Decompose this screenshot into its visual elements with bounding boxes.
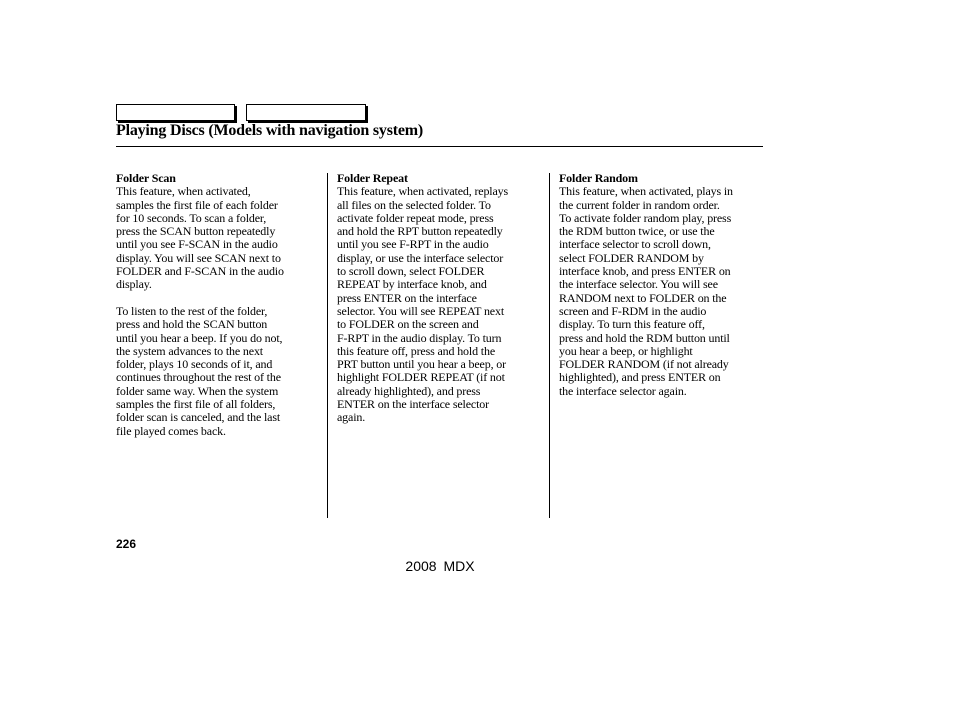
column-divider [327,173,328,518]
section-folder-repeat [337,172,542,425]
title-divider [116,146,763,147]
folder-scan-paragraph-1: This feature, when activated, samples the first file of each folder for 10 seconds. To scan a folder, press the SCAN button repeatedly until you see F-SCAN in the audio display. You will see SCAN next to FOLDER and F-SCAN in the audio display. [116,184,284,292]
page-title: Playing Discs (Models with navigation system) [116,122,424,139]
column-divider [549,173,550,518]
section-folder-scan [116,172,321,438]
section-heading-folder-random: Folder Random [559,171,638,185]
folder-scan-paragraph-2: To listen to the rest of the folder, press and hold the SCAN button until you hear a beep. If you do not, the system advances to the next folder, plays 10 seconds of it, and continues throughout the rest of the folder same way. When the system samples the first file of all folders, folder scan is canceled, and the last file played comes back. [116,303,283,438]
section-heading-folder-scan: Folder Scan [116,171,176,185]
nav-tab-main-menu[interactable] [116,104,235,121]
section-heading-folder-repeat: Folder Repeat [337,171,408,185]
folder-random-paragraph-1: This feature, when activated, plays in the current folder in random order. To activate folder random play, press the RDM button twice, or use the interface selector to scroll down, select FOLDER RANDOM by interface knob, and press ENTER on the interface selector. You will see RANDOM next to FOLDER on the screen and F-RDM in the audio display. To turn this feature off, press and hold the RDM button until you hear a beep, or highlight FOLDER RANDOM (if not already highlighted), and press ENTER on the interface selector again. [559,184,733,398]
nav-tab-index[interactable] [246,104,366,121]
footer-model-label: 2008 MDX [405,558,475,574]
folder-repeat-paragraph-1: This feature, when activated, replays all files on the selected folder. To activate folder repeat mode, press and hold the RPT button repeatedly until you see F-RPT in the audio display, or use the interface selector to scroll down, select FOLDER REPEAT by interface knob, and press ENTER on the interface selector. You will see REPEAT next to FOLDER on the screen and F-RPT in the audio display. To turn this feature off, press and hold the PRT button until you hear a beep, or highlight FOLDER REPEAT (if not already highlighted), and press ENTER on the interface selector again. [337,184,509,425]
section-folder-random [559,172,764,398]
page-number: 226 [116,537,137,551]
